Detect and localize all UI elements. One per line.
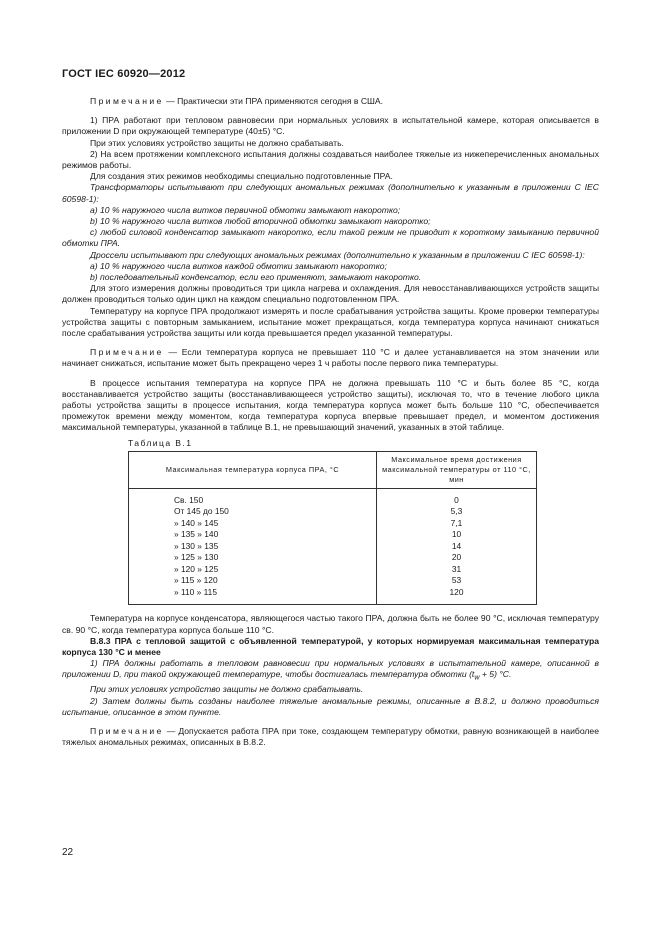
cell-time: 53 xyxy=(377,575,537,587)
cell-time: 20 xyxy=(377,552,537,564)
cell-time: 10 xyxy=(377,529,537,541)
paragraph: Для этого измерения должны проводиться три цикла нагрева и охлаждения. Для невосстанавливающихся устройств защиты должен проводиться только один цикл на каждом специально подготовленном ПРА. xyxy=(62,283,599,305)
note-label: Примечание xyxy=(90,347,164,358)
table-row xyxy=(129,587,537,605)
paragraph: Температура на корпусе конденсатора, являющегося частью такого ПРА, должна быть не более 90 °С, исключая температуру св. 90 °С, когда температура корпуса больше 110 °С. xyxy=(62,613,599,635)
cell-temp: От 145 до 150 xyxy=(129,506,377,518)
cell-temp: Св. 150 xyxy=(129,488,377,506)
note-text: — Если температура корпуса не превышает 110 °С и далее устанавливается на этом значении или начинает снижаться, испытание может быть прекращено через 1 ч работы после первого пика температуры. xyxy=(62,347,599,369)
cell-temp: » 130 » 135 xyxy=(129,541,377,553)
note-3 xyxy=(62,726,599,748)
note-label: Примечание xyxy=(90,96,164,106)
cell-time: 7,1 xyxy=(377,518,537,530)
table-caption: Таблица В.1 xyxy=(128,437,193,448)
paragraph: Трансформаторы испытывают при следующих аномальных режимах (дополнительно к указанным в приложении С IEC 60598-1): xyxy=(62,182,599,204)
cell-temp: » 110 » 115 xyxy=(129,587,377,605)
table-header-row xyxy=(129,451,537,488)
paragraph-text-end: + 5) °С. xyxy=(479,669,512,680)
table-b1 xyxy=(128,451,537,606)
subscript: w xyxy=(474,674,480,683)
note-label: Примечание xyxy=(90,725,164,736)
table-row xyxy=(129,518,537,530)
paragraph: Дроссели испытывают при следующих аномальных режимах (дополнительно к указанным в приложении С IEC 60598-1): xyxy=(90,249,585,260)
cell-temp: » 120 » 125 xyxy=(129,564,377,576)
paragraph: 1) ПРА работают при тепловом равновесии при нормальных условиях в испытательной камере, которая описывается в приложении D при окружающей температуре (40±5) °С. xyxy=(62,115,599,137)
note-2 xyxy=(62,347,599,369)
paragraph: В процессе испытания температура на корпусе ПРА не должна превышать 110 °С и быть более 85 °С, когда восстанавливается устройство защиты (восстанавливающееся устройство защиты), исключая то, что в течение любого цикла работы устройства защиты в процессе испытания, когда температура корпуса может быть больше 110 °С, обеспечивается промежуток времени между моментом, когда температура корпуса впервые превышает предел, и моментом достижения максимальной температуры, указанной в таблице В.1, не превышающий значений, указанных в этой таблице. xyxy=(62,377,599,433)
page-number: 22 xyxy=(62,847,74,858)
note-1 xyxy=(62,96,599,107)
table-header-time: Максимальное время достижения максимальной температуры от 110 °С, мин xyxy=(377,451,537,488)
list-item: b) 10 % наружного числа витков любой вторичной обмотки замыкают накоротко; xyxy=(90,216,431,227)
paragraph: Для создания этих режимов необходимы специально подготовленные ПРА. xyxy=(90,171,393,182)
cell-time: 5,3 xyxy=(377,506,537,518)
cell-time: 0 xyxy=(377,488,537,506)
paragraph: При этих условиях устройство защиты не должно срабатывать. xyxy=(90,684,364,695)
cell-temp: » 135 » 140 xyxy=(129,529,377,541)
cell-temp: » 115 » 120 xyxy=(129,575,377,587)
table-row xyxy=(129,564,537,576)
paragraph: 2) Затем должны быть созданы наиболее тяжелые аномальные режимы, описанные в В.8.2, и должно проводиться испытание, описанное в этом пункте. xyxy=(62,695,599,717)
table-row xyxy=(129,488,537,506)
note-text: — Допускается работа ПРА при токе, создающем температуру обмотки, равную возникающей в наиболее тяжелых аномальных режимах, описанных в В.8.2. xyxy=(62,725,599,748)
paragraph-text: 1) ПРА должны работать в тепловом равновесии при нормальных условиях в испытательной камере, описанной в приложении D, при такой окружающей температуре, чтобы достигалась температура обмотки (t xyxy=(62,658,599,680)
paragraph: 2) На всем протяжении комплексного испытания должны создаваться наиболее тяжелые из нижеперечисленных аномальных режимов работы. xyxy=(62,148,599,171)
table-row xyxy=(129,529,537,541)
list-item: а) 10 % наружного числа витков каждой обмотки замыкают накоротко; xyxy=(90,260,387,271)
table-header-temp: Максимальная температура корпуса ПРА, °С xyxy=(129,451,377,488)
cell-temp: » 125 » 130 xyxy=(129,552,377,564)
table-row xyxy=(129,575,537,587)
note-text: — Практически эти ПРА применяются сегодня в США. xyxy=(163,96,384,106)
table-row xyxy=(129,506,537,518)
document-body xyxy=(62,96,599,748)
paragraph xyxy=(62,658,599,684)
paragraph: При этих условиях устройство защиты не должно срабатывать. xyxy=(90,137,344,148)
cell-time: 120 xyxy=(377,587,537,605)
paragraph: Температуру на корпусе ПРА продолжают измерять и после срабатывания устройства защиты. Кроме проверки температуры устройства защиты с повторным замыканием, испытание может прекращаться, когда температура корпуса начинают снижаться после срабатывания устройства защиты или когда превышается предел указанной температуры. xyxy=(62,305,599,339)
cell-time: 31 xyxy=(377,564,537,576)
section-heading: В.8.3 ПРА с тепловой защитой с объявленной температурой, у которых нормируемая максимальная температура корпуса 130 °С и менее xyxy=(62,635,599,657)
list-item: b) последовательный конденсатор, если его применяют, замыкают накоротко. xyxy=(90,272,422,283)
cell-temp: » 140 » 145 xyxy=(129,518,377,530)
table-row xyxy=(129,552,537,564)
table-row xyxy=(129,541,537,553)
cell-time: 14 xyxy=(377,541,537,553)
document-header: ГОСТ IEC 60920—2012 xyxy=(62,68,186,80)
list-item: а) 10 % наружного числа витков первичной обмотки замыкают накоротко; xyxy=(90,204,401,215)
list-item: с) любой силовой конденсатор замыкают накоротко, если такой режим не приводит к короткому замыканию первичной обмотки ПРА. xyxy=(62,227,599,249)
